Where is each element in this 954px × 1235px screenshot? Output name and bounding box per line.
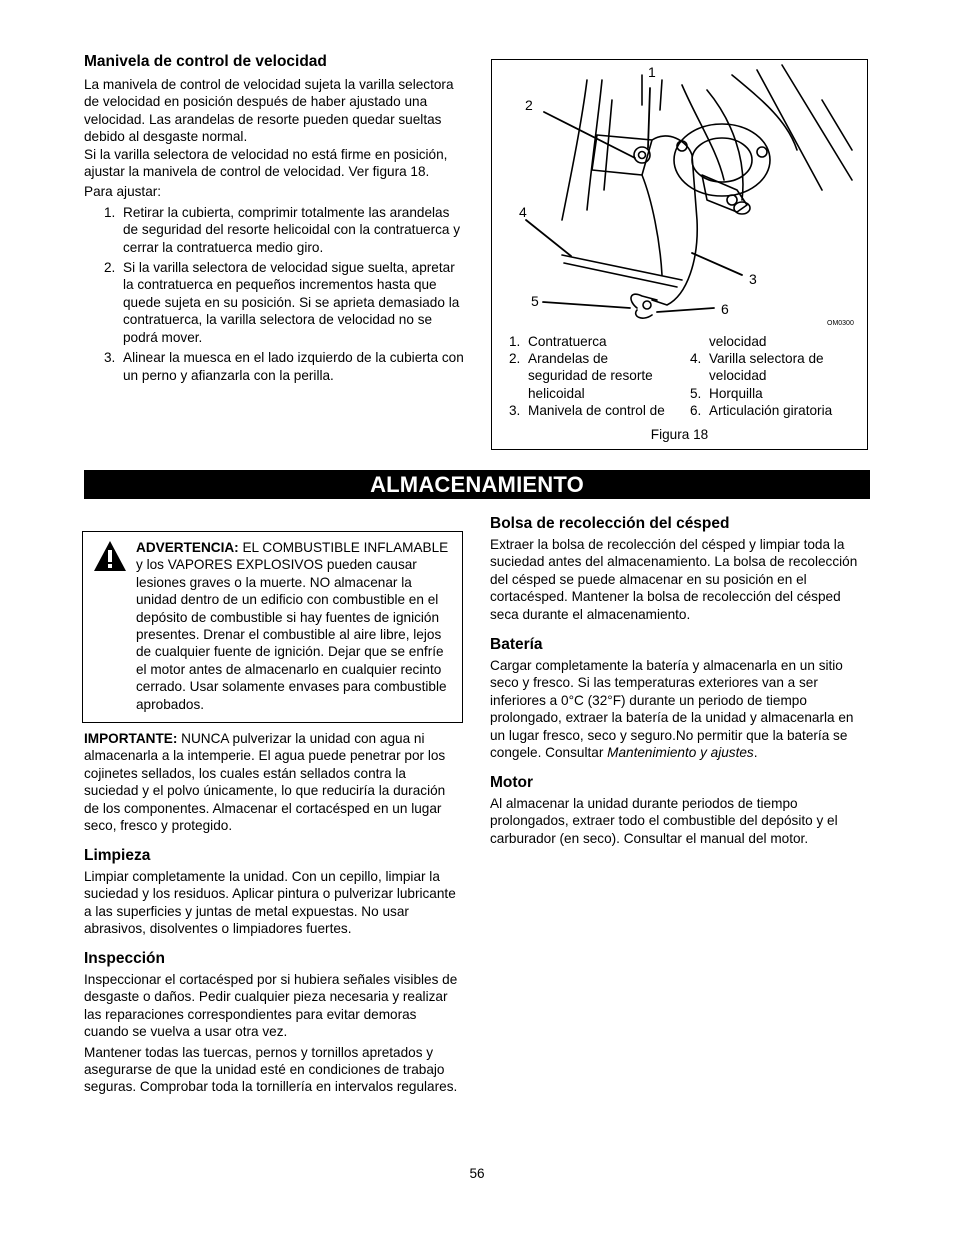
legend-item-4: 4. Varilla selectora de velocidad <box>690 351 824 384</box>
warning-triangle-icon <box>93 540 127 572</box>
grass-bag-section <box>490 514 870 623</box>
figure-caption: Figura 18 <box>650 427 709 442</box>
battery-heading: Batería <box>490 636 543 653</box>
callout-3: 3 <box>749 271 757 287</box>
callout-2: 2 <box>525 97 533 113</box>
battery-reference: Mantenimiento y ajustes <box>607 745 754 761</box>
cleaning-text: Limpiar completamente la unidad. Con un cepillo, limpiar la suciedad y los residuos. Aplicar pintura o pulverizar lubricante a las superficies y juntas de metal expuestas. No usar abrasivos, disolventes o limpiadores fuertes. <box>84 869 456 937</box>
grass-bag-heading: Bolsa de recolección del césped <box>490 515 730 532</box>
speed-control-heading: Manivela de control de velocidad <box>84 53 327 70</box>
figure-code: OM0300 <box>827 320 854 327</box>
grass-bag-text: Extraer la bolsa de recolección del césped y limpiar toda la suciedad antes del almacenamiento. La bolsa de recolección del césped se puede almacenar en su posición en el cortacésped. Mantener la bolsa de recolección del césped seca durante el almacenamiento. <box>490 537 858 622</box>
callout-6: 6 <box>721 301 729 317</box>
storage-banner: ALMACENAMIENTO <box>84 470 870 499</box>
motor-heading: Motor <box>490 774 534 791</box>
speed-control-para1: La manivela de control de velocidad sujeta la varilla selectora de velocidad en posición después de haber ajustado una velocidad. Las arandelas de resorte pueden quedar sueltas debido al desgaste normal. <box>84 77 454 145</box>
page-number: 56 <box>469 1166 485 1181</box>
step-1: 1. Retirar la cubierta, comprimir totalmente las arandelas de seguridad del resorte helicoidal con la contratuerca y cerrar la contratuerca medio giro. <box>104 204 461 255</box>
adjust-intro: Para ajustar: <box>84 184 162 200</box>
speed-control-illustration <box>492 60 867 330</box>
callout-1: 1 <box>648 64 656 80</box>
battery-section <box>490 635 870 761</box>
motor-section <box>490 773 870 847</box>
speed-control-para2: Si la varilla selectora de velocidad no está firme en posición, ajustar la manivela de control de velocidad. Ver figura 18. <box>84 146 448 180</box>
cleaning-section <box>84 846 464 938</box>
callout-4: 4 <box>519 204 527 220</box>
inspection-para1: Inspeccionar el cortacésped por si hubiera señales visibles de desgaste o daños. Pedir cualquier pieza necesaria y realizar las reparaciones correspondientes para evitar demoras cuando se vuelva a usar otra vez. <box>84 972 458 1040</box>
legend-item-3-cont: velocidad <box>709 334 767 349</box>
legend-item-2: 2. Arandelas de seguridad de resorte helicoidal <box>509 351 653 401</box>
step-3: 3. Alinear la muesca en el lado izquierdo de la cubierta con un perno y afianzarla con la perilla. <box>104 350 464 383</box>
inspection-heading: Inspección <box>84 950 165 967</box>
inspection-para2: Mantener todas las tuercas, pernos y tornillos apretados y asegurarse de que la unidad esté en condiciones de trabajo seguras. Comprobar toda la tornillería en intervalos regulares. <box>84 1044 458 1095</box>
motor-text: Al almacenar la unidad durante periodos de tiempo prolongados, extraer todo el combustible del depósito y el carburador (en seco). Consultar el manual del motor. <box>490 796 838 846</box>
legend-left <box>509 333 679 419</box>
inspection-section <box>84 949 464 1096</box>
cleaning-heading: Limpieza <box>84 847 151 864</box>
legend-item-6: 6. Articulación giratoria <box>690 402 833 418</box>
legend-item-1: 1. Contratuerca <box>509 334 607 349</box>
figure-18 <box>491 59 868 450</box>
battery-text: Cargar completamente la batería y almacenarla en un sitio seco y fresco. Si las temperaturas exteriores van a ser inferiores a 0°C (32°F) durante un periodo de tiempo prolongado, extraer la batería de la unidad y almacenarla en un lugar fresco, seco y seguro.No permitir que la batería se congele. Consultar Mantenimiento y ajustes. <box>490 658 854 761</box>
adjust-steps <box>84 204 464 384</box>
callout-5: 5 <box>531 293 539 309</box>
important-text: NUNCA pulverizar la unidad con agua ni almacenarla a la intemperie. El agua puede penetrar por los cojinetes sellados, los cuales están sellados contra la suciedad y el polvo únicamente, lo que reduciría la duración de los componentes. Almacenar el cortacésped en un lugar seco, fresco y protegido. <box>84 731 446 834</box>
important-notice <box>84 730 464 834</box>
legend-right <box>690 333 860 419</box>
important-label: IMPORTANTE: <box>84 731 178 746</box>
legend-item-5: 5. Horquilla <box>690 385 763 401</box>
speed-control-section <box>84 52 464 387</box>
step-2: 2. Si la varilla selectora de velocidad sigue suelta, apretar la contratuerca en pequeños incrementos hasta que quede sujeta en su posición. Si se aprieta demasiado la contratuerca, la varilla selectora de velocidad no se podrá mover. <box>104 260 460 345</box>
legend-item-3: 3. Manivela de control de <box>509 402 665 418</box>
warning-text: ADVERTENCIA: EL COMBUSTIBLE INFLAMABLE y los VAPORES EXPLOSIVOS pueden causar lesiones graves o la muerte. NO almacenar la unidad dentro de un edificio con combustible en el depósito de combustible si hay fuentes de ignición presentes. Drenar el combustible al aire libre, lejos de cualquier fuente de ignición. Dejar que se enfríe el motor antes de almacenarlo en cualquier recinto cerrado. Usar solamente envases para combustible aprobados. <box>136 540 449 712</box>
warning-box <box>82 531 463 723</box>
